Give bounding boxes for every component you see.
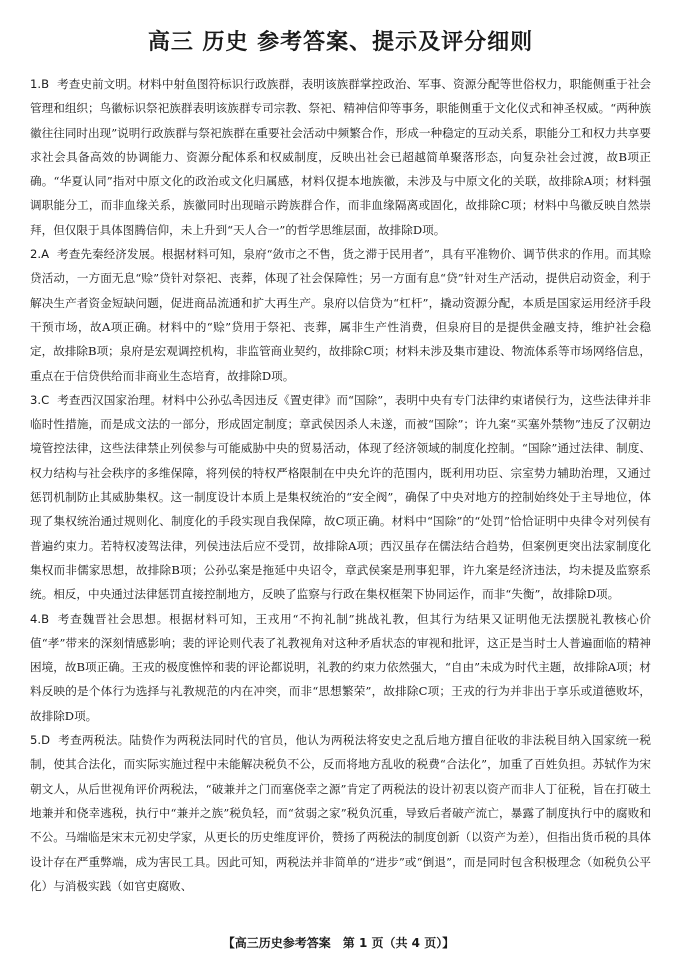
item-answer: D <box>41 733 50 748</box>
item-number: 1. <box>30 77 42 91</box>
answer-item <box>30 728 651 898</box>
item-text: 考查史前文明。材料中射鱼图符标识行政族群，表明该族群掌控政治、军事、资源分配等世俗权力，职能侧重于社会管理和组织；鸟徽标识祭祀族群表明该族群专司宗教、祭祀、精神信仰等事务，职能侧重于文化仪式和神圣权威。“两种族徽往往同时出现”说明行政族群与祭祀族群在重要社会活动中频繁合作，形成一种稳定的互动关系，职能分工和权力共享要求社会具备高效的协调能力、资源分配体系和权威制度，反映出社会已超越简单聚落形态，向复杂社会过渡，故B项正确。“华夏认同”指对中原文化的政治或文化归属感，材料仅提本地族徽，未涉及与中原文化的关联，故排除A项；材料强调职能分工，而非血缘关系，族徽同时出现暗示跨族群合作，而非血缘隔离或固化，故排除C项；材料中鸟徽反映自然崇拜，但仅限于具体图腾信仰，未上升到“天人合一”的哲学思维层面，故排除D项。 <box>30 77 651 237</box>
answer-item <box>30 72 651 242</box>
item-text: 考查魏晋社会思想。根据材料可知，王戎用“不拘礼制”挑战礼教，但其行为结果又证明他无法摆脱礼教核心价值“孝”带来的深刻情感影响；裴的评论则代表了礼教视角对这种矛盾状态的审视和批评，这正是当时士人普遍面临的精神困境，故B项正确。王戎的极度憔悴和裴的评论都说明，礼教的约束力依然强大，“自由”未成为时代主题，故排除A项；材料反映的是个体行为选择与礼教规范的内在冲突，而非“思想繁荣”，故排除C项；王戎的行为并非出于享乐或道德败坏，故排除D项。 <box>30 611 651 723</box>
item-answer: B <box>41 611 50 626</box>
answer-item <box>30 388 651 607</box>
item-answer: C <box>41 392 50 407</box>
item-answer: A <box>41 247 49 262</box>
answer-list <box>30 72 651 898</box>
answer-item <box>30 607 651 728</box>
page-title: 高三 历史 参考答案、提示及评分细则 <box>147 30 534 55</box>
item-text: 考查先秦经济发展。根据材料可知，泉府“敛市之不售，货之滞于民用者”，具有平准物价、调节供求的作用。而其赊贷活动，一方面无息“赊”贷针对祭祀、丧葬，体现了社会保障性；另一方面有息“贷”针对生产活动，提供启动资金，利于解决生产者资金短缺问题，促进商品流通和扩大再生产。泉府以信贷为“杠杆”，撬动资源分配，本质是国家运用经济手段干预市场，故A项正确。材料中的“赊”贷用于祭祀、丧葬，属非生产性消费，但泉府目的是提供金融支持，维护社会稳定，故排除B项；泉府是宏观调控机构，非监管商业契约，故排除C项；材料未涉及集市建设、物流体系等市场网络信息，重点在于信贷供给而非商业生态培育，故排除D项。 <box>30 247 651 383</box>
item-number: 4. <box>30 611 42 626</box>
page-footer: 【高三历史参考答案 第 1 页（共 4 页）】 <box>222 936 455 950</box>
answer-item <box>30 242 651 388</box>
item-number: 2. <box>30 247 42 262</box>
item-number: 5. <box>30 733 42 748</box>
item-text: 考查西汉国家治理。材料中公孙弘촉因违反《置吏律》而“国除”，表明中央有专门法律约束诸侯行为，这些法律并非临时性措施，而是成文法的一部分，形成固定制度；章武侯因杀人未遂，而被“国除”；许九案“买塞外禁物”违反了汉朝边境管控法律，这些法律禁止列侯参与可能威胁中央的贸易活动，体现了经济领域的制度化控制。“国除”通过法律、制度、权力结构与社会秩序的多维保障，将列侯的特权严格限制在中央允许的范围内，既利用功臣、宗室势力辅助治理，又通过惩罚机制防止其威胁集权。这一制度设计本质上是集权统治的“安全阀”，确保了中央对地方的控制始终处于主导地位，体现了集权统治通过规则化、制度化的手段实现自我保障，故C项正确。材料中“国除”的“处罚”恰恰证明中央律令对列侯有普遍约束力。若特权凌驾法律，列侯违法后应不受罚，故排除A项；西汉虽存在儒法结合趋势，但案例更突出法家制度化集权而非儒家思想，故排除B项；公孙弘案是拖延中央诏令，章武侯案是刑事犯罪，许九案是经济违法，均未提及监察系统。相反，中央通过法律惩罚直接控制地方，反映了监察与行政在集权框架下协同运作，而非“失衡”，故排除D项。 <box>30 392 651 602</box>
item-answer: B <box>41 77 50 91</box>
item-number: 3. <box>30 392 42 407</box>
item-text: 考查两税法。陆贽作为两税法同时代的官员，他认为两税法将安史之乱后地方擅自征收的非法税目纳入国家统一税制，使其合法化，而实际实施过程中未能解决税负不公，反而将地方乱收的税费“合法化”，加重了百姓负担。苏轼作为宋朝文人，从后世视角评价两税法，“破兼并之门而塞侥幸之源”肯定了两税法的设计初衷以资产而非人丁征税，旨在打破土地兼并和侥幸逃税，执行中“兼并之族”税负轻，而“贫弱之家”税负沉重，导致后者破产流亡，暴露了制度执行中的腐败和不公。马端临是宋末元初史学家，从更长的历史维度评价，赞扬了两税法的制度创新（以资产为差），但指出货币税的具体设计存在严重弊端，成为害民工具。因此可知，两税法并非简单的“进步”或“倒退”，而是同时包含积极理念（如税负公平化）与消极实践（如官吏腐败、 <box>30 733 651 893</box>
